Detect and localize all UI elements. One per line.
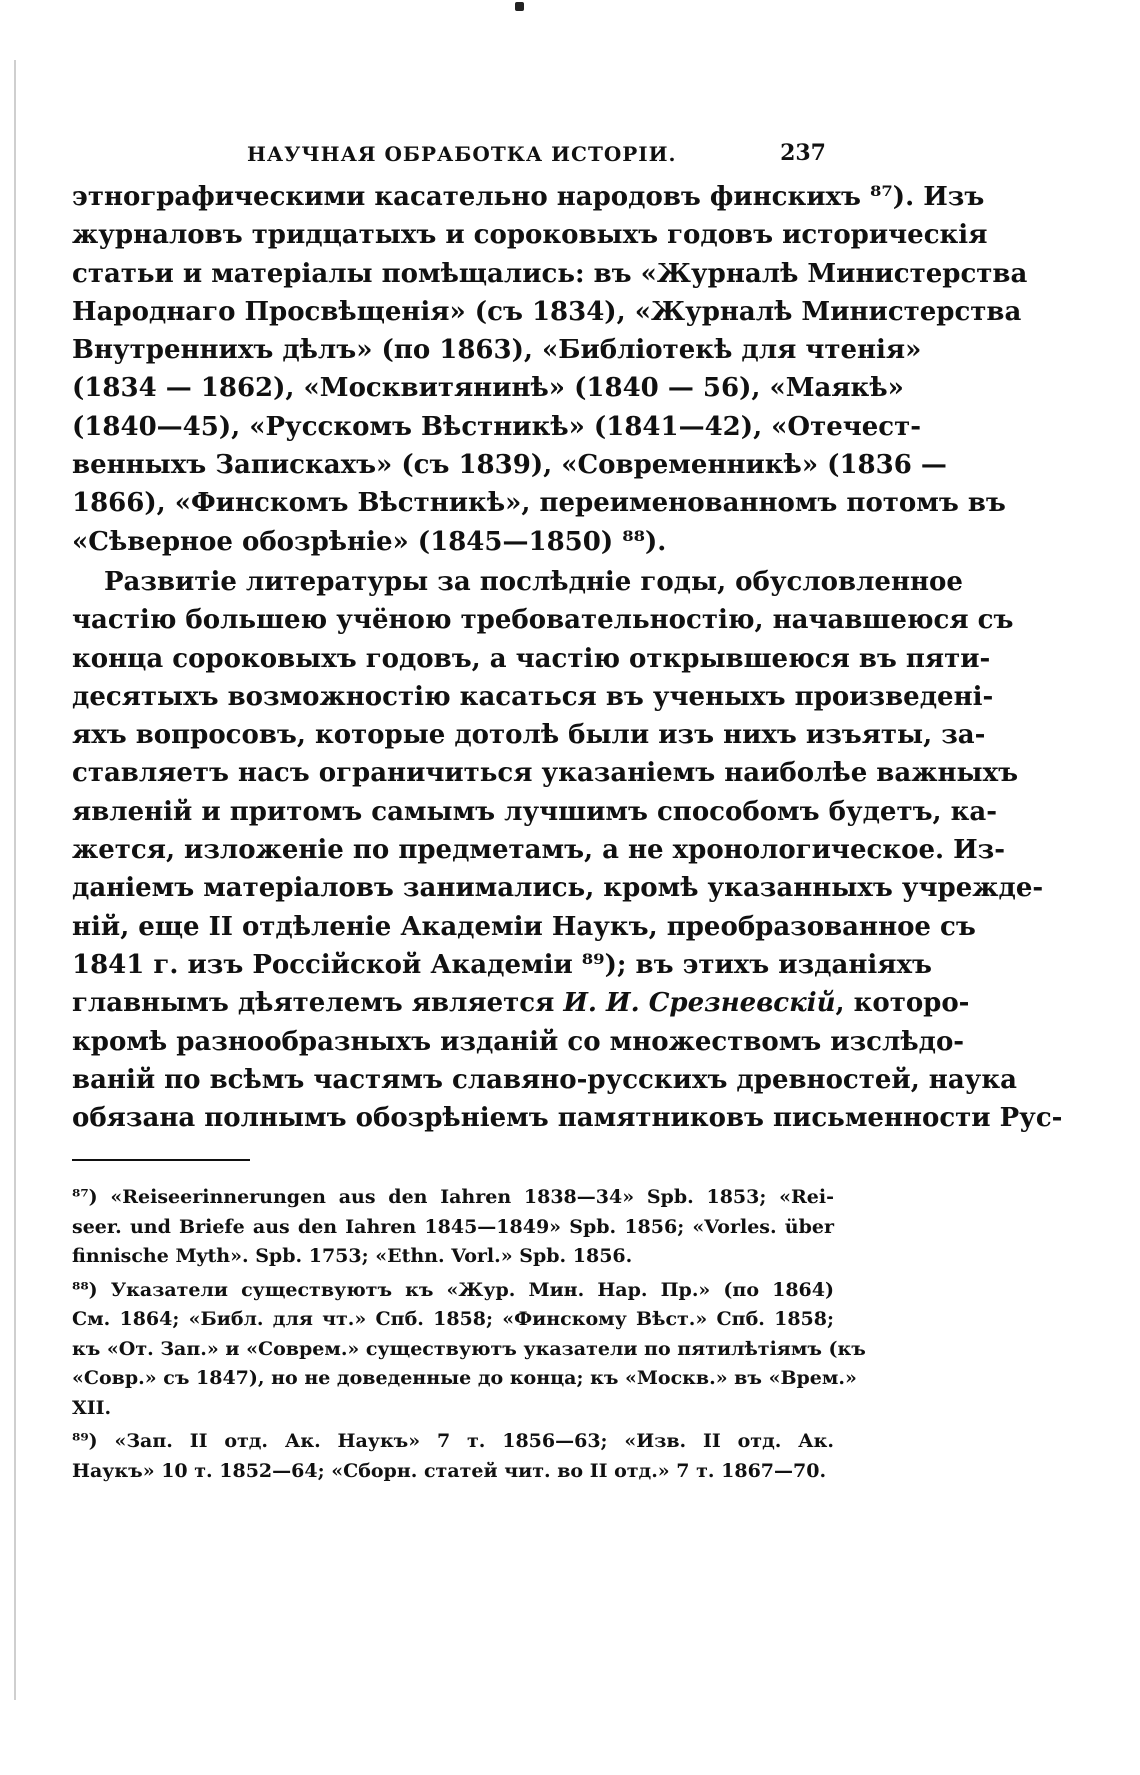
book-page: [72, 138, 1063, 1486]
footnote-88: [72, 1276, 866, 1424]
footnote-line: ⁸⁷) «Reiseerinnerungen aus den Iahren 1838—34» Spb. 1853; «Rei-: [72, 1186, 834, 1209]
footnote-line: ⁸⁸) Указатели существуютъ къ «Жур. Мин. Нар. Пр.» (по 1864): [72, 1278, 834, 1301]
text-line: конца сороковыхъ годовъ, а частію открывшеюся въ пяти-: [72, 643, 991, 674]
text-line: ваній по всѣмъ частямъ славяно-русскихъ древностей, наука: [72, 1064, 1017, 1095]
body-text: [72, 178, 1063, 1137]
text-line: этнографическими касательно народовъ финскихъ ⁸⁷). Изъ: [72, 182, 985, 212]
text-line: кромѣ разнообразныхъ изданій со множествомъ изслѣдо-: [72, 1026, 965, 1057]
text-line: статьи и матеріалы помѣщались: въ «Журналѣ Министерства: [72, 258, 1028, 289]
footnote-line: «Совр.» съ 1847), но не доведенные до конца; къ «Москв.» въ «Врем.»: [72, 1367, 857, 1390]
text-line: жется, изложеніе по предметамъ, а не хронологическое. Из-: [72, 835, 1006, 866]
text-line: десятыхъ возможностію касаться въ ученыхъ произведені-: [72, 681, 994, 712]
text-line: яхъ вопросовъ, которые дотолѣ были изъ нихъ изъяты, за-: [72, 720, 986, 751]
top-ink-mark: [515, 2, 524, 11]
text-line: 1866), «Финскомъ Вѣстникѣ», переименованномъ потомъ въ: [72, 488, 1006, 519]
footnote-line: См. 1864; «Библ. для чт.» Спб. 1858; «Финскому Вѣст.» Спб. 1858;: [72, 1308, 834, 1331]
footnote-line: finnische Myth». Spb. 1753; «Ethn. Vorl.» Spb. 1856.: [72, 1245, 633, 1268]
text-line: (1840—45), «Русскомъ Вѣстникѣ» (1841—42), «Отечест-: [72, 411, 922, 442]
text-segment: , которо-: [835, 988, 970, 1019]
text-line: журналовъ тридцатыхъ и сороковыхъ годовъ историческія: [72, 220, 988, 251]
footnote-line: XII.: [72, 1396, 112, 1419]
text-line: Народнаго Просвѣщенія» (съ 1834), «Журналѣ Министерства: [72, 296, 1022, 327]
text-line: Внутреннихъ дѣлъ» (по 1863), «Библіотекѣ для чтенія»: [72, 335, 922, 366]
footnote-line: къ «От. Зап.» и «Соврем.» существуютъ указатели по пятилѣтіямъ (къ: [72, 1337, 866, 1360]
running-head: [72, 138, 834, 178]
text-line-with-name: [72, 984, 970, 1022]
text-line: Развитіе литературы за послѣдніе годы, обусловленное: [104, 566, 963, 597]
text-line: частію большею учёною требовательностію, начавшеюся съ: [72, 605, 1014, 636]
footnote-87: [72, 1183, 834, 1272]
text-line: венныхъ Запискахъ» (съ 1839), «Современникѣ» (1836 —: [72, 450, 947, 481]
footnotes: [72, 1183, 866, 1486]
footnote-line: Наукъ» 10 т. 1852—64; «Сборн. статей чит. во II отд.» 7 т. 1867—70.: [72, 1459, 827, 1482]
footnote-line: seer. und Briefe aus den Iahren 1845—1849» Spb. 1856; «Vorles. über: [72, 1215, 834, 1238]
footnote-divider: [72, 1159, 250, 1161]
paragraph-2: [72, 563, 1063, 1137]
footnote-line: ⁸⁹) «Зап. II отд. Ак. Наукъ» 7 т. 1856—63; «Изв. II отд. Ак.: [72, 1430, 834, 1453]
text-line: даніемъ матеріаловъ занимались, кромѣ указанныхъ учрежде-: [72, 873, 1044, 904]
text-line: 1841 г. изъ Россійской Академіи ⁸⁹); въ этихъ изданіяхъ: [72, 949, 932, 980]
running-head-title: НАУЧНАЯ ОБРАБОТКА ИСТОРІИ.: [247, 142, 677, 166]
text-line: ставляетъ насъ ограничиться указаніемъ наиболѣе важныхъ: [72, 758, 1019, 789]
text-segment: главнымъ дѣятелемъ является: [72, 988, 555, 1019]
text-line: явленій и притомъ самымъ лучшимъ способомъ будетъ, ка-: [72, 796, 998, 827]
page-number: 237: [780, 140, 826, 166]
footnote-89: [72, 1427, 834, 1486]
text-line: обязана полнымъ обозрѣніемъ памятниковъ письменности Рус-: [72, 1103, 1063, 1134]
page-edge-line: [14, 60, 16, 1700]
text-line: «Сѣверное обозрѣніе» (1845—1850) ⁸⁸).: [72, 526, 667, 557]
paragraph-1: [72, 178, 1028, 561]
text-line: ній, еще II отдѣленіе Академіи Наукъ, преобразованное съ: [72, 911, 976, 942]
author-name: И. И. Срезневскій: [563, 988, 836, 1019]
text-line: (1834 — 1862), «Москвитянинѣ» (1840 — 56), «Маякѣ»: [72, 373, 904, 404]
